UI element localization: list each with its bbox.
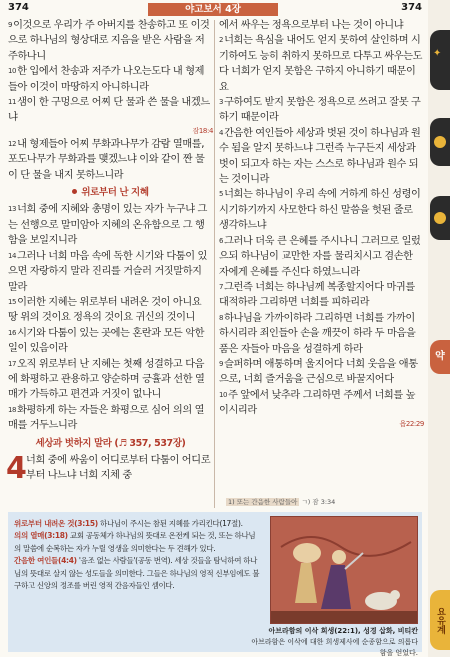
verse-number: 10 [219, 390, 228, 399]
verse [219, 95, 424, 126]
verse-number: 15 [8, 297, 17, 306]
side-tab-top[interactable] [430, 30, 450, 90]
side-tab-james[interactable]: 약 [430, 340, 450, 374]
verse [219, 234, 424, 280]
tab-glyph-icon: ✦ [433, 48, 442, 59]
verse-text: 하나님을 가까이하라 그리하면 너희를 가까이하시리라 죄인들아 손을 깨끗이 하라 두 마음을 품은 자들아 마음을 성결하게 하라 [219, 312, 416, 355]
verse-text: 너희는 하나님이 우리 속에 거하게 하신 성령이 시기하기까지 사모한다 하신 말씀을 헛된 줄로 생각하느냐 [219, 189, 421, 232]
verse-text: 구하여도 받지 못함은 정욕으로 쓰려고 잘못 구하기 때문이라 [219, 97, 421, 124]
verse-text: 그러나 너희 마음 속에 독한 시기와 다툼이 있으면 자랑하지 말라 진리를 거슬러 거짓말하지 말라 [8, 250, 207, 293]
verse-number: 6 [219, 236, 224, 245]
verse-text: 오직 위로부터 난 지혜는 첫째 성결하고 다음에 화평하고 관용하고 양순하며 긍휼과 선한 열매가 가득하고 편견과 거짓이 없나니 [8, 358, 205, 401]
commentary-entry [14, 555, 262, 592]
verse [8, 202, 213, 248]
verse-text: 샘이 한 구멍으로 어찌 단 물과 쓴 물을 내겠느냐 [8, 97, 210, 124]
left-column [8, 18, 213, 484]
verse-number: 3 [219, 98, 224, 107]
verse [8, 357, 213, 403]
footnote-label: 1) 또는 간음한 사람들아 [228, 498, 298, 506]
verse [8, 95, 213, 126]
verse-text: 시기와 다툼이 있는 곳에는 혼란과 모든 악한 일이 있음이라 [8, 327, 205, 355]
right-column [219, 18, 424, 430]
caption-title: 아브라함의 이삭 희생(22:1), 성경 삽화, 비티칸 [268, 627, 418, 635]
verse-text: 이러한 지혜는 위로부터 내려온 것이 아니요 땅 위의 것이요 정욕의 것이요 귀신의 것이니 [8, 296, 202, 324]
page-header [8, 2, 422, 18]
verse [8, 295, 213, 326]
commentary-term: 위로부터 내려온 것(3:15) [14, 519, 98, 528]
illustration-caption [248, 626, 418, 657]
verse-text: 한 입에서 찬송과 저주가 나오는도다 내 형제들아 이것이 마땅하지 아니하니라 [8, 66, 205, 93]
verse-number: 4 [219, 128, 224, 137]
verse-text: 너희 중에 싸움이 어디로부터 다툼이 어디로부터 나느냐 너희 지체 중 [26, 454, 211, 482]
side-tab-second[interactable] [430, 118, 450, 166]
chapter-start [6, 450, 213, 486]
cross-reference: 욥22:29 [399, 419, 424, 428]
chapter-number: 4 [6, 450, 27, 486]
commentary-entry [14, 518, 262, 530]
page-number-right: 374 [401, 2, 422, 13]
column-divider [214, 20, 215, 508]
verse-text: 너희는 욕심을 내어도 얻지 못하여 살인하며 시기하여도 능히 취하지 못하므로 다투고 싸우는도다 너희가 얻지 못함은 구하지 아니하기 때문이요 [219, 35, 423, 93]
verse-number: 12 [8, 139, 17, 148]
verse-number: 11 [8, 98, 17, 107]
verse-number: 8 [219, 313, 224, 322]
side-tab-third[interactable] [430, 196, 450, 240]
footnote [226, 497, 335, 506]
commentary-text [14, 518, 262, 592]
verse [8, 18, 213, 64]
commentary-entry [14, 530, 262, 555]
verse-number: 9 [219, 359, 224, 368]
chapter-title: 야고보서 4장 [148, 3, 278, 16]
verse-number: 18 [8, 405, 17, 414]
verse-text: 너희 중에 지혜와 총명이 있는 자가 누구냐 그는 선행으로 말미암아 지혜의 온유함으로 그 행함을 보일지니라 [8, 204, 207, 247]
abraham-isaac-illustration-icon [270, 516, 418, 624]
verse-number: 5 [219, 190, 224, 199]
verse [8, 403, 213, 434]
verse-number: 10 [8, 67, 17, 76]
verse [219, 187, 424, 233]
commentary-definition: 교회 공동체가 하나님의 뜻대로 온전케 되는 것, 또는 하나님의 말씀에 순복하는 자가 누릴 영생을 의미한다는 두 견해가 있다. [14, 531, 256, 553]
footnote-ref: ㄱ) 잠 3:34 [301, 498, 336, 506]
verse-text: 슬퍼하며 애통하며 울지어다 너희 웃음을 애통으로, 너희 즐거움을 근심으로 바꿀지어다 [219, 358, 418, 386]
verse [8, 64, 213, 95]
page-number-left: 374 [8, 2, 29, 13]
verse [219, 126, 424, 188]
illustration-svg [271, 517, 417, 623]
commentary-term: 의의 열매(3:18) [14, 531, 68, 541]
verse [219, 18, 424, 33]
verse-text: 그러나 더욱 큰 은혜를 주시나니 그러므로 일렀으되 하나님이 교만한 자를 물리치시고 겸손한 자에게 은혜를 주신다 하였느니라 [219, 235, 421, 278]
verse [8, 326, 213, 357]
verse [219, 280, 424, 311]
verse-number: 16 [8, 328, 17, 337]
section-heading: 세상과 벗하지 말라 (♬ 357, 537장) [35, 437, 186, 449]
verse [219, 357, 424, 388]
verse-number: 13 [8, 205, 17, 214]
side-tab-bottom[interactable]: 요유계 [430, 590, 450, 650]
verse-number: 7 [219, 282, 224, 291]
commentary-term: 간음한 여인들(4:4) [14, 556, 77, 566]
verse-text: 에서 싸우는 정욕으로부터 나는 것이 아니냐 [219, 20, 404, 31]
verse-number: 17 [8, 359, 17, 368]
verse [8, 137, 213, 183]
verse [8, 249, 213, 295]
verse-text: 내 형제들아 어찌 무화과나무가 감람 열매를, 포도나무가 무화과를 맺겠느냐 이와 같이 짠 물이 단 물을 내지 못하느니라 [8, 138, 205, 181]
verse-text: 화평하게 하는 자들은 화평으로 심어 의의 열매를 거두느니라 [8, 404, 205, 432]
section-heading: 위로부터 난 지혜 [8, 185, 213, 200]
tab-dot-icon [434, 136, 446, 148]
verse [219, 388, 424, 419]
verse-text: 이것으로 우리가 주 아버지를 찬송하고 또 이것으로 하나님의 형상대로 지음을 받은 사람을 저주하나니 [8, 20, 210, 62]
verse [219, 311, 424, 357]
verse-text: 주 앞에서 낮추라 그리하면 주께서 너희를 높이시리라 [219, 389, 416, 417]
verse-number: 9 [8, 21, 13, 29]
commentary-box [8, 512, 422, 657]
verse-text: 간음한 여인들아 세상과 벗된 것이 하나님과 원수 됨을 알지 못하느냐 그런즉 누구든지 세상과 벗이 되고자 하는 자는 스스로 하나님과 원수 되는 것이니라 [219, 127, 421, 186]
verse-text: 그런즉 너희는 하나님께 복종할지어다 마귀를 대적하라 그리하면 너희를 피하리라 [219, 281, 415, 309]
verse [219, 33, 424, 95]
cross-reference: 잠18:4 [192, 126, 213, 135]
verse-number: 14 [8, 251, 17, 260]
caption-text: 아브라함은 이삭에 대한 희생제사에 순종함으로 의롭다 함을 얻었다. [251, 638, 418, 657]
commentary-definition: 하나님이 주시는 참된 지혜를 가리킨다(17절). [100, 519, 243, 528]
commentary-definition: '음조 없는 사람들'(공동 번역). 세상 것들을 탐닉하여 하나님의 뜻대로 살지 않는 성도들을 의미한다. 그들은 하나님의 영적 신부임에도 불구하고 신앙의 정조를 버린 영적 간음자들인 셈이다. [14, 556, 260, 591]
tab-dot-icon [434, 212, 446, 224]
verse-number: 2 [219, 36, 224, 45]
